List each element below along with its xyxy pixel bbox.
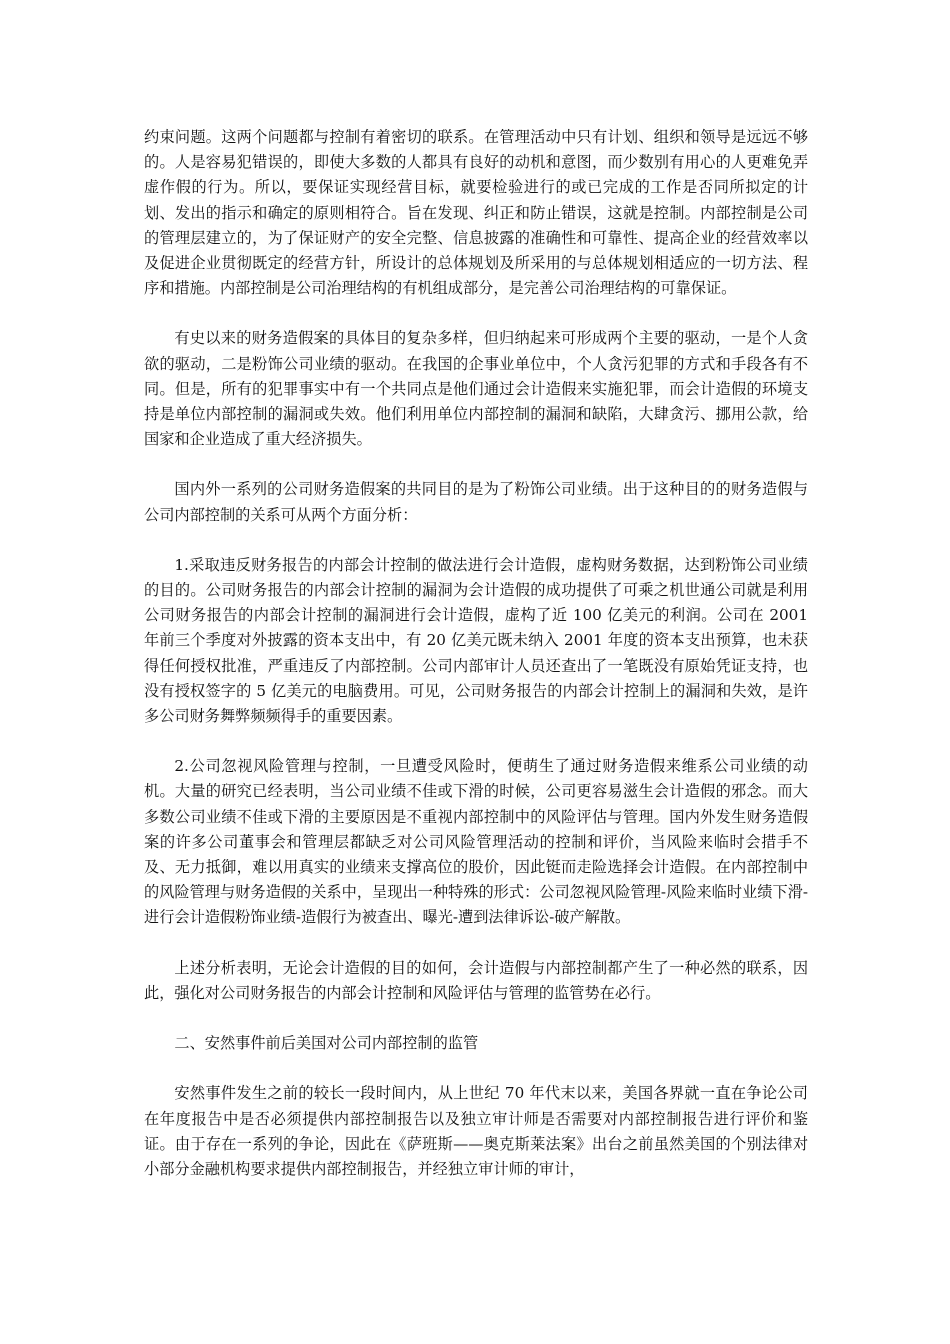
section-heading: 二、安然事件前后美国对公司内部控制的监管 xyxy=(174,1034,479,1053)
document-page xyxy=(144,125,808,1207)
paragraph-conclusion: 上述分析表明，无论会计造假的目的如何，会计造假与内部控制都产生了一种必然的联系，因此，强化对公司财务报告的内部会计控制和风险评估与管理的监管势在必行。 xyxy=(144,958,808,1002)
paragraph-common-purpose: 国内外一系列的公司财务造假案的共同目的是为了粉饰公司业绩。出于这种目的的财务造假与公司内部控制的关系可从两个方面分析： xyxy=(144,480,808,524)
paragraph-fraud-drivers: 有史以来的财务造假案的具体目的复杂多样，但归纳起来可形成两个主要的驱动，一是个人贪欲的驱动，二是粉饰公司业绩的驱动。在我国的企事业单位中，个人贪污犯罪的方式和手段各有不同。但是，所有的犯罪事实中有一个共同点是他们通过会计造假来实施犯罪，而会计造假的环境支持是单位内部控制的漏洞或失效。他们利用单位内部控制的漏洞和缺陷，大肆贪污、挪用公款，给国家和企业造成了重大经济损失。 xyxy=(144,329,808,449)
paragraph-point-2: 2.公司忽视风险管理与控制，一旦遭受风险时，便萌生了通过财务造假来维系公司业绩的动机。大量的研究已经表明，当公司业绩不佳或下滑的时候，公司更容易滋生会计造假的邪念。而大多数公司业绩不佳或下滑的主要原因是不重视内部控制中的风险评估与管理。国内外发生财务造假案的许多公司董事会和管理层都缺乏对公司风险管理活动的控制和评价，当风险来临时会措手不及、无力抵御，难以用真实的业绩来支撑高位的股价，因此铤而走险选择会计造假。在内部控制中的风险管理与财务造假的关系中，呈现出一种特殊的形式：公司忽视风险管理-风险来临时业绩下滑-进行会计造假粉饰业绩-造假行为被查出、曝光-遭到法律诉讼-破产解散。 xyxy=(144,757,808,927)
paragraph-us-regulation: 安然事件发生之前的较长一段时间内，从上世纪 70 年代末以来，美国各界就一直在争论公司在年度报告中是否必须提供内部控制报告以及独立审计师是否需要对内部控制报告进行评价和鉴证。由于存在一系列的争论，因此在《萨班斯——奥克斯莱法案》出台之前虽然美国的个别法律对小部分金融机构要求提供内部控制报告，并经独立审计师的审计， xyxy=(144,1084,808,1178)
paragraph-internal-control-definition: 约束问题。这两个问题都与控制有着密切的联系。在管理活动中只有计划、组织和领导是远远不够的。人是容易犯错误的，即使大多数的人都具有良好的动机和意图，而少数别有用心的人更难免弄虚作假的行为。所以，要保证实现经营目标，就要检验进行的或已完成的工作是否同所拟定的计划、发出的指示和确定的原则相符合。旨在发现、纠正和防止错误，这就是控制。内部控制是公司的管理层建立的，为了保证财产的安全完整、信息披露的准确性和可靠性、提高企业的经营效率以及促进企业贯彻既定的经营方针，所设计的总体规划及所采用的与总体规划相适应的一切方法、程序和措施。内部控制是公司治理结构的有机组成部分，是完善公司治理结构的可靠保证。 xyxy=(144,128,808,298)
paragraph-point-1: 1.采取违反财务报告的内部会计控制的做法进行会计造假，虚构财务数据，达到粉饰公司业绩的目的。公司财务报告的内部会计控制的漏洞为会计造假的成功提供了可乘之机世通公司就是利用公司财务报告的内部会计控制的漏洞进行会计造假，虚构了近 100 亿美元的利润。公司在 2001 年前三个季度对外披露的资本支出中，有 20 亿美元既未纳入 2001 年度的资本支出预算，也未获得任何授权批准，严重违反了内部控制。公司内部审计人员还查出了一笔既没有原始凭证支持，也没有授权签字的 5 亿美元的电脑费用。可见，公司财务报告的内部会计控制上的漏洞和失效，是许多公司财务舞弊频频得手的重要因素。 xyxy=(144,555,808,726)
